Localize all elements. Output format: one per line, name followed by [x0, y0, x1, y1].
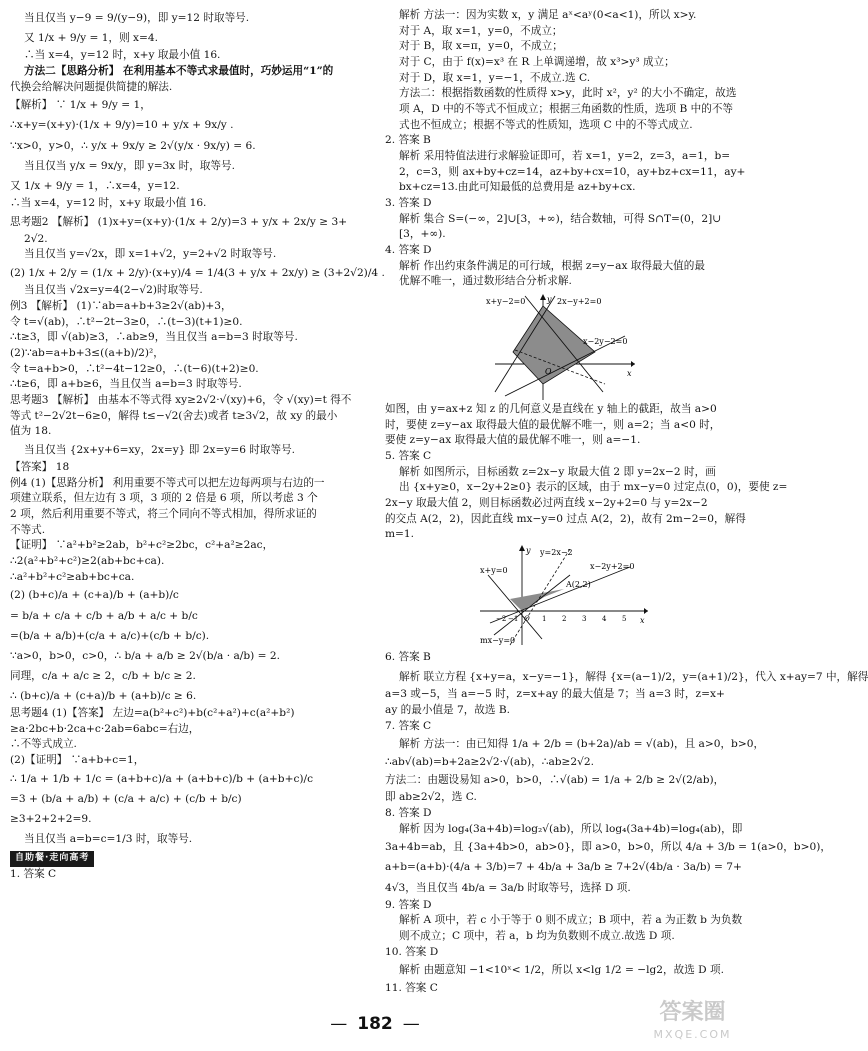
- label-line-3: x+y=0: [480, 566, 508, 576]
- text-line: (2) 1/x + 2/y = (1/x + 2/y)·(x+y)/4 = 1/4(3 + y/x + 2x/y) ≥ (3+2√2)/4 .: [10, 267, 385, 280]
- label-line-2: 2x−y+2=0: [557, 297, 602, 307]
- label-line-1: x+y−2=0: [486, 297, 526, 307]
- text-line: bx+cz=13.由此可知最低的总费用是 az+by+cx.: [399, 181, 636, 194]
- text-line: 对于 A，取 x=1，y=0，不成立；: [399, 24, 563, 37]
- text-line: 4√3，当且仅当 4b/a = 3a/b 时取等号，选择 D 项.: [385, 881, 631, 894]
- text-line: (2) (b+c)/a + (c+a)/b + (a+b)/c: [10, 589, 179, 602]
- tick-neg1: −1: [508, 615, 519, 624]
- text-line: 优解不唯一，通过数形结合分析求解.: [399, 275, 572, 288]
- label-point-A: A(2,2): [566, 580, 591, 590]
- label-origin: O: [545, 367, 552, 377]
- right-block-middle: [385, 402, 788, 543]
- text-line: m=1.: [385, 528, 415, 541]
- x-axis-arrow: [644, 608, 648, 614]
- label-origin: O: [524, 615, 530, 624]
- answer-line: 1. 答案 C: [10, 867, 57, 880]
- label-line-3: x−2y−2=0: [583, 337, 628, 347]
- text-line: ∴a²+b²+c²≥ab+bc+ca.: [10, 570, 135, 583]
- problem-5-plot: [480, 545, 650, 645]
- text-line: ∴ab√(ab)=b+2a≥2√2·√(ab)，∴ab≥2√2.: [385, 755, 595, 768]
- text-line: ay 的最小值是 7，故选 B.: [385, 704, 511, 717]
- text-line: 解析 由题意知 −1<10ˣ< 1/2，所以 x<lg 1/2 = −lg2，故选 D 项.: [399, 964, 725, 977]
- text-line: = b/a + c/a + c/b + a/b + a/c + b/c: [10, 609, 198, 622]
- right-column: [385, 8, 868, 996]
- y-axis-arrow: [540, 294, 546, 300]
- text-line: 3a+4b=ab，且 {3a+4b>0，ab>0}，即 a>0，b>0，所以 4/a + 3/b = 1(a>0，b>0)，: [385, 841, 831, 854]
- text-line: 【答案】 18: [10, 461, 70, 473]
- text-line: 又 1/x + 9/y = 1，则 x=4.: [24, 32, 159, 45]
- watermark-top: 答案圈: [659, 1000, 726, 1025]
- text-line: 6. 答案 B: [385, 651, 431, 664]
- text-line: 如图，由 y=ax+z 知 z 的几何意义是直线在 y 轴上的截距，故当 a>0: [385, 403, 717, 416]
- text-line: 解析 因为 log₄(3a+4b)=log₂√(ab)，所以 log₄(3a+4b)=log₄(ab)，即: [399, 822, 743, 835]
- text-line: 同理，c/a + a/c ≥ 2，c/b + b/c ≥ 2.: [10, 669, 196, 682]
- line-x+y: [488, 575, 542, 639]
- text-line: =3 + (b/a + a/b) + (c/a + a/c) + (c/b + b/c): [10, 792, 242, 805]
- tick-1: 1: [542, 615, 547, 624]
- text-line: 方法二【思路分析】 在利用基本不等式求最值时，巧妙运用“1”的: [24, 64, 334, 77]
- text-line: 对于 D，取 x=1，y=−1，不成立.选 C.: [399, 71, 591, 84]
- watermark-bottom: MXQE.COM: [653, 1028, 732, 1041]
- text-line: 当且仅当 {2x+y+6=xy，2x=y} 即 2x=y=6 时取等号.: [24, 443, 296, 456]
- text-line: 8. 答案 D: [385, 807, 432, 819]
- page-number: [0, 1012, 750, 1037]
- text-line: 又 1/x + 9/y = 1，∴x=4，y=12.: [10, 179, 180, 192]
- text-line: 例4 (1)【思路分析】 利用重要不等式可以把左边每两项与右边的一: [10, 476, 325, 489]
- text-line: ∴x+y=(x+y)·(1/x + 9/y)=10 + y/x + 9x/y .: [10, 119, 234, 132]
- text-line: 【解析】 ∵ 1/x + 9/y = 1，: [10, 99, 151, 112]
- text-line: 当且仅当 a=b=c=1/3 时，取等号.: [24, 833, 193, 846]
- text-line: ∴不等式成立.: [10, 738, 77, 751]
- text-line: 解析 A 项中，若 c 小于等于 0 则不成立；B 项中，若 a 为正数 b 为负数: [399, 914, 743, 927]
- text-line: 要使 z=y−ax 取得最大值的最优解不唯一，则 a=−1.: [385, 434, 641, 447]
- label-y: y: [547, 295, 552, 305]
- text-line: (2)【证明】 ∵a+b+c=1，: [10, 754, 145, 767]
- tick-2: 2: [562, 615, 567, 624]
- y-axis-arrow: [519, 545, 525, 551]
- text-line: 2. 答案 B: [385, 134, 431, 147]
- text-line: 值为 18.: [10, 425, 52, 438]
- text-line: 则不成立；C 项中，若 a，b 均为负数则不成立.故选 D 项.: [399, 930, 675, 943]
- text-line: 解析 采用特值法进行求解验证即可，若 x=1，y=2，z=3，a=1，b=: [399, 150, 731, 163]
- text-line: 解析 如图所示，目标函数 z=2x−y 取最大值 2 即 y=2x−2 时，画: [399, 465, 716, 478]
- text-line: ∴2(a²+b²+c²)≥2(ab+bc+ca).: [10, 555, 165, 568]
- tick-5: 5: [622, 615, 627, 624]
- text-line: 3. 答案 D: [385, 197, 432, 210]
- text-line: [3，+∞).: [399, 228, 446, 241]
- text-line: ∴ 1/a + 1/b + 1/c = (a+b+c)/a + (a+b+c)/b + (a+b+c)/c: [10, 772, 314, 785]
- page-dash-right: —: [402, 1014, 420, 1034]
- text-line: 时，要使 z=y−ax 取得最大值的最优解不唯一，则 a=2；当 a<0 时，: [385, 418, 721, 431]
- text-line: ∴t≥6，即 a+b≥6，当且仅当 a=b=3 时取等号.: [10, 378, 242, 391]
- label-y: y: [526, 546, 531, 556]
- text-line: ≥a·2bc+b·2ca+c·2ab=6abc=右边，: [10, 722, 200, 735]
- text-line: 不等式.: [10, 523, 46, 536]
- figure-problem-5: [480, 545, 650, 645]
- text-line: (2)∵ab=a+b+3≤((a+b)/2)²，: [10, 346, 164, 359]
- feasible-region-plot: [485, 292, 635, 400]
- right-block-top: [385, 8, 746, 290]
- label-x: x: [640, 616, 645, 626]
- text-line: 11. 答案 C: [385, 981, 438, 994]
- text-line: ∵a>0，b>0，c>0，∴ b/a + a/b ≥ 2√(b/a · a/b) = 2.: [10, 649, 280, 662]
- text-line: =(b/a + a/b)+(c/a + a/c)+(c/b + b/c).: [10, 629, 210, 642]
- text-line: ≥3+2+2+2=9.: [10, 813, 92, 826]
- text-line: 的交点 A(2，2)，因此直线 mx−y=0 过点 A(2，2)，故有 2m−2=0，解得: [385, 512, 746, 525]
- text-line: 项建立联系，但左边有 3 项，3 项的 2 倍是 6 项，所以考虑 3 个: [10, 492, 318, 505]
- text-line: 4. 答案 D: [385, 244, 432, 257]
- text-line: 2 项，然后利用重要不等式，将三个同向不等式相加，得所求证的: [10, 508, 317, 521]
- text-line: 对于 C，由于 f(x)=x³ 在 R 上单调递增，故 x³>y³ 成立；: [399, 56, 675, 69]
- text-line: 令 t=√(ab)，∴t²−2t−3≥0，∴(t−3)(t+1)≥0.: [10, 315, 243, 328]
- text-line: ∴当 x=4，y=12 时，x+y 取最小值 16.: [10, 196, 207, 209]
- text-line: ∴t≥3，即 √(ab)≥3，∴ab≥9，当且仅当 a=b=3 时取等号.: [10, 331, 298, 344]
- text-line: 令 t=a+b>0，∴t²−4t−12≥0，∴(t−6)(t+2)≥0.: [10, 362, 259, 375]
- tick-3: 3: [582, 615, 587, 624]
- text-line: 解析 作出约束条件满足的可行域，根据 z=y−ax 取得最大值的最: [399, 259, 705, 272]
- figure-feasible-region: [485, 292, 635, 400]
- text-line: 解析 联立方程 {x+y=a，x−y=−1}，解得 {x=(a−1)/2，y=(a+1)/2}，代入 x+ay=7 中，解得: [399, 671, 868, 684]
- text-line: ∵x>0，y>0，∴ y/x + 9x/y ≥ 2√(y/x · 9x/y) = 6.: [10, 139, 256, 152]
- shaded-region: [510, 589, 564, 611]
- text-line: 思考题2 【解析】 (1)x+y=(x+y)·(1/x + 2/y)=3 + y/x + 2x/y ≥ 3+: [10, 215, 348, 228]
- text-line: 5. 答案 C: [385, 450, 432, 463]
- text-line: 方法二：由题设易知 a>0，b>0，∴√(ab) = 1/a + 2/b ≥ 2√(2/ab)，: [385, 774, 725, 787]
- text-line: 代换会给解决问题提供简捷的解法.: [10, 80, 173, 93]
- text-line: 9. 答案 D: [385, 898, 432, 911]
- text-line: 式也不恒成立；根据不等式的性质知，选项 C 中的不等式成立.: [399, 118, 693, 131]
- text-line: 出 {x+y≥0，x−2y+2≥0} 表示的区域，由于 mx−y=0 过定点(0，0)，要使 z=: [399, 481, 788, 494]
- label-x: x: [627, 369, 632, 379]
- text-line: 解析 集合 S=(−∞，2]∪[3，+∞)，结合数轴，可得 S∩T=(0，2]∪: [399, 212, 722, 225]
- text-line: 思考题4 (1)【答案】 左边=a(b²+c²)+b(c²+a²)+c(a²+b²): [10, 707, 295, 720]
- text-line: 方法二：根据指数函数的性质得 x>y，此时 x²，y² 的大小不确定，故选: [399, 87, 737, 100]
- text-line: 当且仅当 y/x = 9x/y，即 y=3x 时，取等号.: [24, 159, 235, 172]
- text-line: a+b=(a+b)·(4/a + 3/b)=7 + 4b/a + 3a/b ≥ 7+2√(4b/a · 3a/b) = 7+: [385, 861, 742, 874]
- label-line-1: y=2x−2: [540, 548, 573, 558]
- text-line: 2x−y 取最大值 2，则目标函数必过两直线 x−2y+2=0 与 y=2x−2: [385, 497, 708, 510]
- text-line: a=3 或−5，当 a=−5 时，z=x+ay 的最大值是 7；当 a=3 时，z=x+: [385, 688, 725, 701]
- text-line: 2√2.: [24, 232, 48, 245]
- line-mx-y: [494, 575, 570, 635]
- text-line: 【证明】 ∵a²+b²≥2ab，b²+c²≥2bc，c²+a²≥2ac，: [10, 539, 274, 552]
- line-y-2x-2: [510, 549, 570, 645]
- text-line: 当且仅当 y=√2x，即 x=1+√2，y=2+√2 时取等号.: [24, 248, 277, 261]
- text-line: 10. 答案 D: [385, 945, 439, 958]
- label-line-4: mx−y=0: [480, 636, 516, 646]
- text-line: 即 ab≥2√2，选 C.: [385, 791, 477, 804]
- text-line: 例3 【解析】 (1)∵ab=a+b+3≥2√(ab)+3，: [10, 299, 232, 312]
- text-line: 当且仅当 √2x=y=4(2−√2)时取等号.: [24, 284, 203, 297]
- text-line: 当且仅当 y−9 = 9/(y−9)，即 y=12 时取等号.: [24, 12, 250, 24]
- left-column: [10, 8, 385, 882]
- text-line: 2，c=3，则 ax+by+cz=14，az+by+cx=10，ay+bz+cx=11，ay+: [399, 165, 746, 178]
- text-line: 7. 答案 C: [385, 719, 432, 732]
- page-dash-left: —: [330, 1014, 348, 1034]
- x-axis-arrow: [631, 361, 635, 367]
- text-line: 思考题3 【解析】 由基本不等式得 xy≥2√2·√(xy)+6，令 √(xy)=t 得不: [10, 393, 352, 406]
- text-line: 等式 t²−2√2t−6≥0，解得 t≤−√2(舍去)或者 t≥3√2，故 xy 的最小: [10, 409, 338, 422]
- text-line: 对于 B，取 x=π，y=0，不成立；: [399, 40, 563, 53]
- watermark: [640, 995, 745, 1047]
- section-banner: 自助餐·走向高考: [10, 851, 94, 866]
- tick-neg2: −2: [496, 615, 507, 624]
- text-line: 项 A，D 中的不等式不恒成立；根据三角函数的性质，选项 B 中的不等: [399, 103, 734, 116]
- tick-4: 4: [602, 615, 607, 624]
- page-number-value: 182: [357, 1014, 393, 1034]
- text-line: 解析 方法一：由已知得 1/a + 2/b = (b+2a)/ab = √(ab)，且 a>0，b>0，: [399, 738, 765, 751]
- text-line: ∴ (b+c)/a + (c+a)/b + (a+b)/c ≥ 6.: [10, 690, 197, 702]
- text-line: 解析 方法一：因为实数 x，y 满足 aˣ<aʸ(0<a<1)，所以 x>y.: [399, 9, 697, 21]
- text-line: ∴当 x=4，y=12 时，x+y 取最小值 16.: [24, 49, 221, 62]
- right-block-bottom: [385, 647, 868, 996]
- label-line-2: x−2y+2=0: [590, 562, 635, 572]
